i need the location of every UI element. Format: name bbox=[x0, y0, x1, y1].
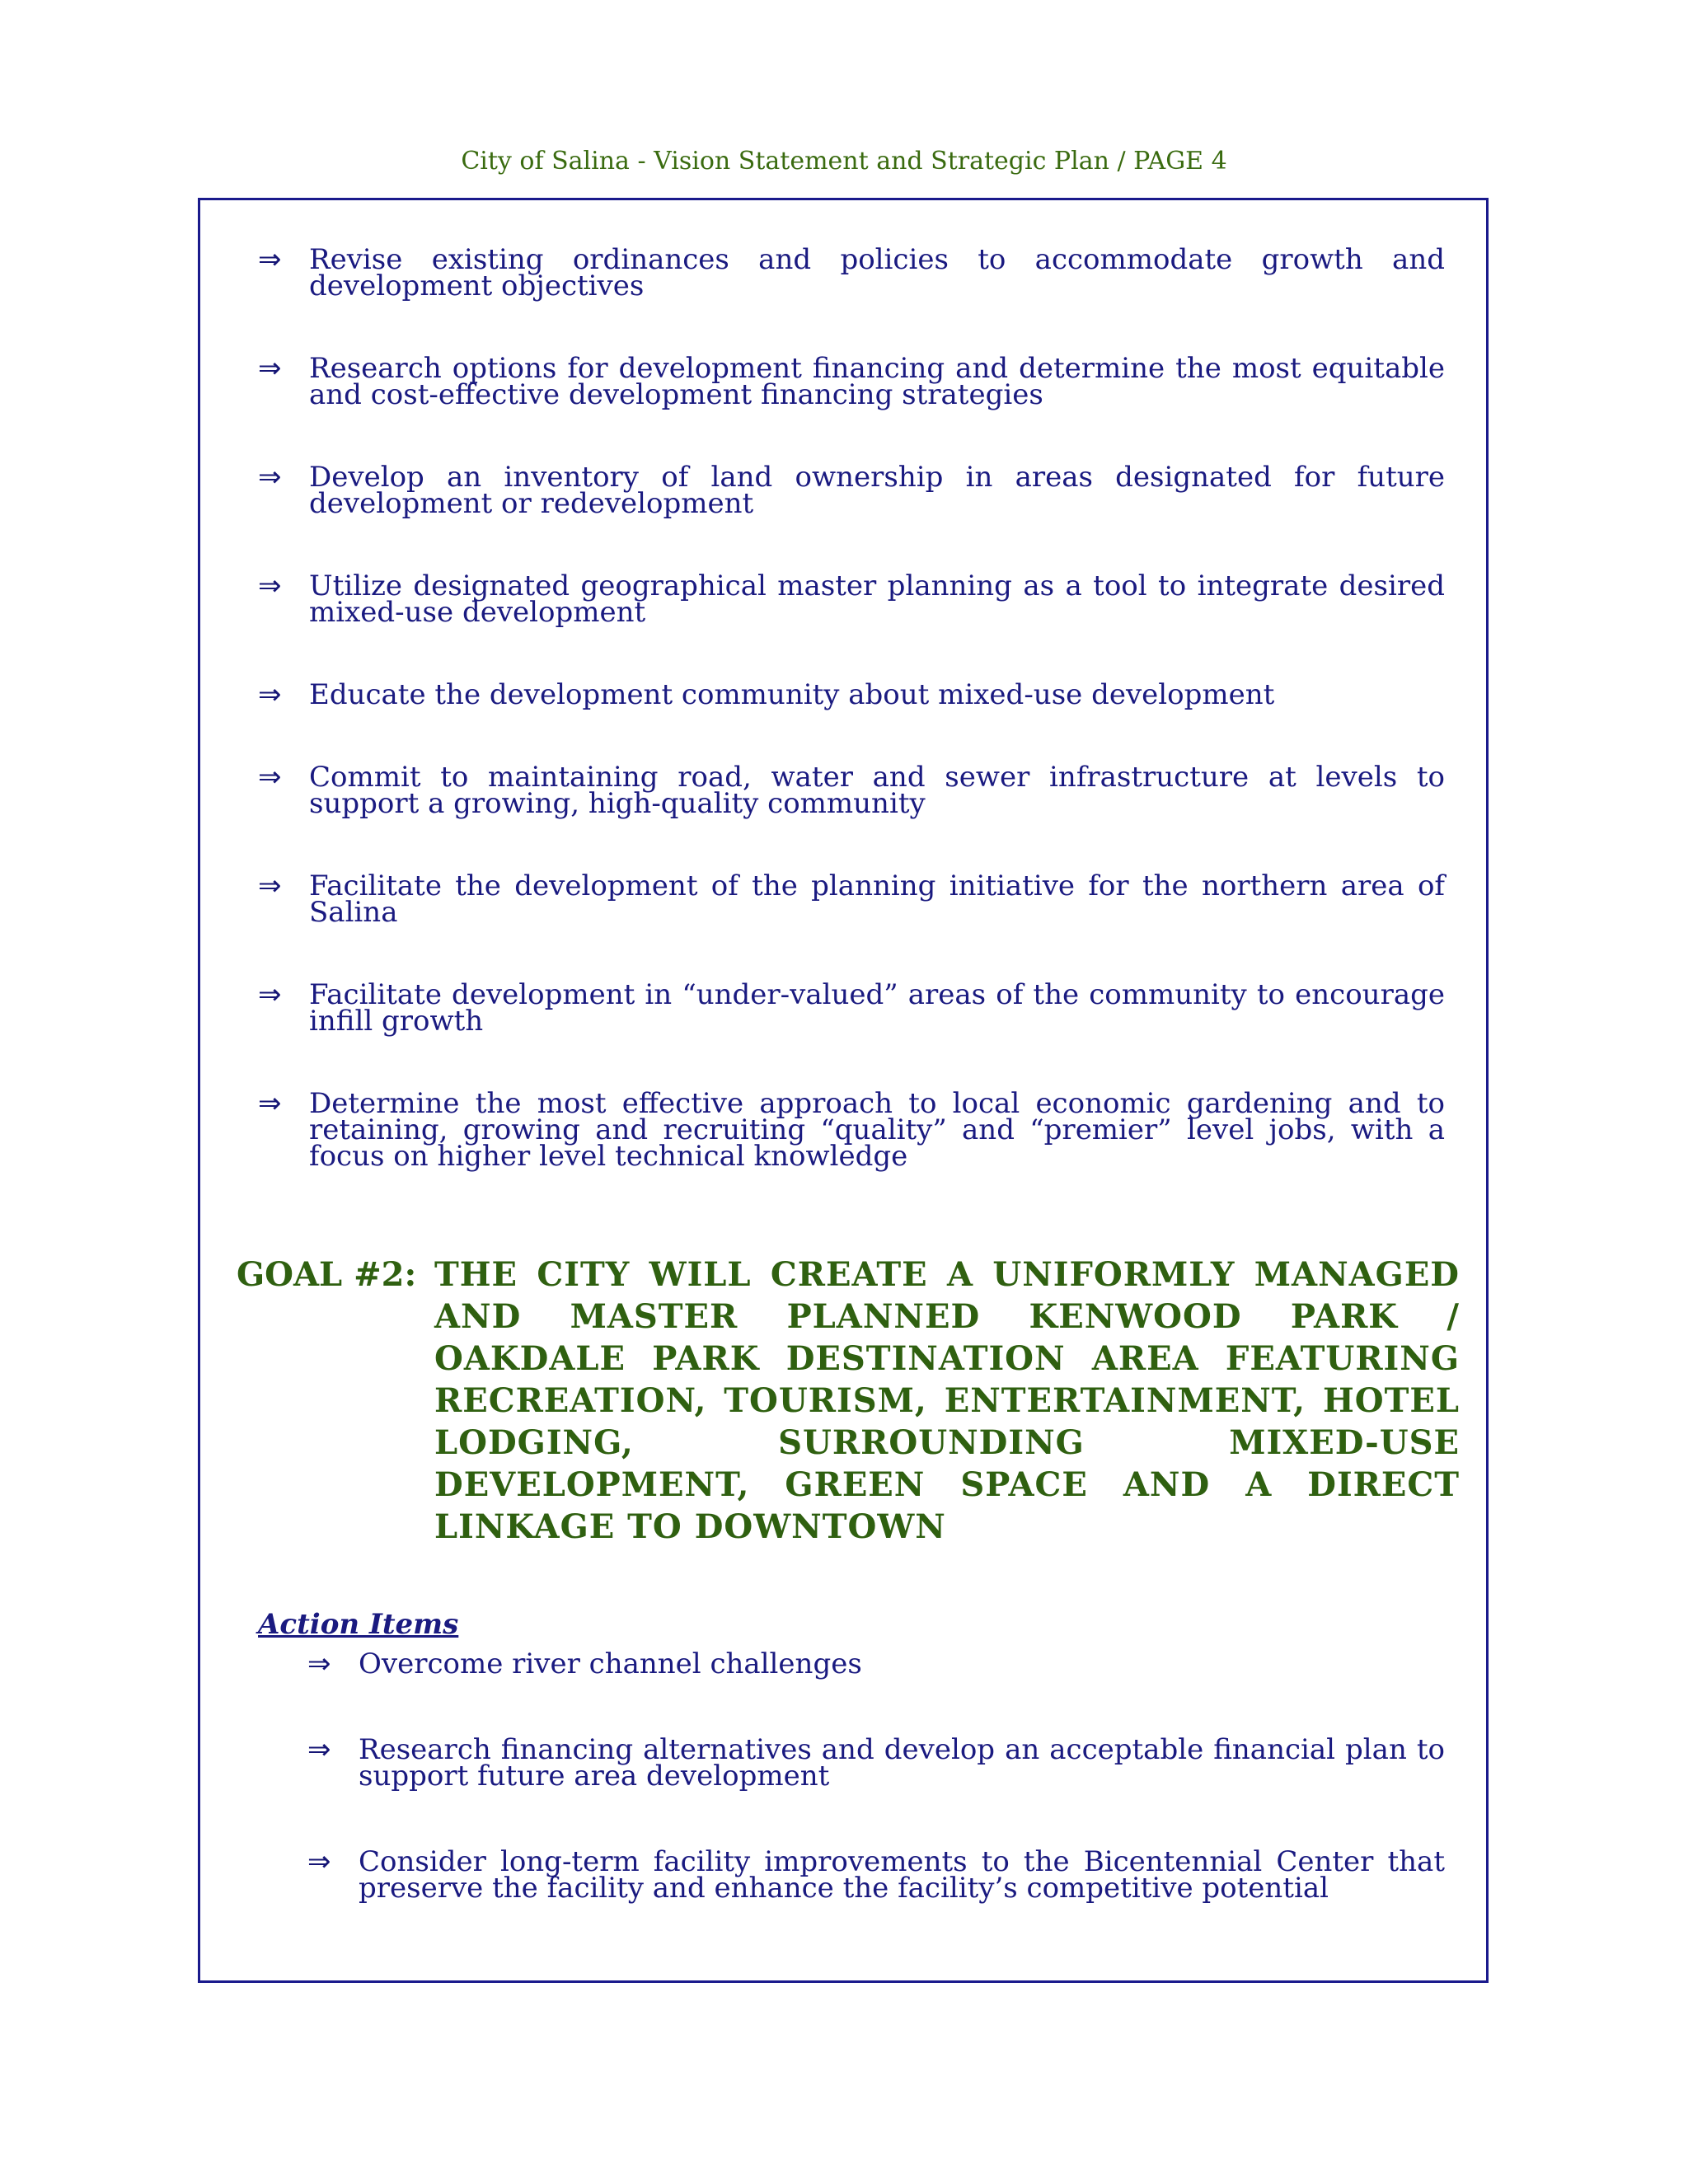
page-header: City of Salina - Vision Statement and Strategic Plan / PAGE 4 bbox=[461, 147, 1227, 176]
goal-text: THE CITY WILL CREATE A UNIFORMLY MANAGED AND MASTER PLANNED KENWOOD PARK / OAKDALE PARK DESTINATION AREA FEATURING RECREATION, TOURISM, ENTERTAINMENT, HOTEL LODGING, SURROUNDING MIXED-USE DEVELOPMENT, GREEN SPACE AND A DIRECT LINKAGE TO DOWNTOWN bbox=[434, 1255, 1460, 1546]
arrow-icon: ⇒ bbox=[258, 761, 282, 794]
action-items-list bbox=[307, 1647, 1445, 1961]
list-item bbox=[258, 761, 1445, 820]
list-item-text: Utilize designated geographical master planning as a tool to integrate desired mixed-use development bbox=[309, 569, 1445, 629]
goal-label: GOAL #2: bbox=[237, 1255, 417, 1294]
list-item bbox=[258, 569, 1445, 629]
arrow-icon: ⇒ bbox=[258, 243, 282, 276]
list-item bbox=[307, 1733, 1445, 1793]
list-item bbox=[258, 243, 1445, 302]
list-item-text: Facilitate development in “under-valued” areas of the community to encourage infill growth bbox=[309, 978, 1445, 1038]
arrow-icon: ⇒ bbox=[258, 461, 282, 494]
list-item-text: Determine the most effective approach to local economic gardening and to retaining, growing and recruiting “quality” and “premier” level jobs, with a focus on higher level technical knowledge bbox=[309, 1087, 1445, 1173]
list-item bbox=[258, 869, 1445, 929]
list-item bbox=[307, 1845, 1445, 1905]
list-item-text: Revise existing ordinances and policies to accommodate growth and development objectives bbox=[309, 243, 1445, 302]
list-item-text: Research financing alternatives and develop an acceptable financial plan to support future area development bbox=[359, 1733, 1445, 1793]
list-item-text: Educate the development community about mixed-use development bbox=[309, 678, 1275, 711]
action-items-heading: Action Items bbox=[258, 1608, 459, 1641]
bullet-list bbox=[258, 243, 1445, 1226]
list-item bbox=[258, 1087, 1445, 1173]
list-item bbox=[258, 352, 1445, 411]
arrow-icon: ⇒ bbox=[307, 1845, 331, 1878]
list-item-text: Develop an inventory of land ownership in areas designated for future development or redevelopment bbox=[309, 461, 1445, 520]
list-item-text: Consider long-term facility improvements to the Bicentennial Center that preserve the facility and enhance the facility’s competitive potential bbox=[359, 1845, 1445, 1905]
list-item bbox=[258, 678, 1445, 711]
arrow-icon: ⇒ bbox=[307, 1647, 331, 1680]
list-item-text: Facilitate the development of the planning initiative for the northern area of Salina bbox=[309, 869, 1445, 929]
arrow-icon: ⇒ bbox=[258, 978, 282, 1011]
arrow-icon: ⇒ bbox=[258, 1087, 282, 1120]
list-item-text: Commit to maintaining road, water and sewer infrastructure at levels to support a growing, high-quality community bbox=[309, 761, 1445, 820]
list-item bbox=[258, 461, 1445, 520]
list-item bbox=[258, 978, 1445, 1038]
content-frame bbox=[198, 198, 1489, 1983]
list-item bbox=[307, 1647, 1445, 1680]
arrow-icon: ⇒ bbox=[258, 569, 282, 602]
arrow-icon: ⇒ bbox=[307, 1733, 331, 1766]
arrow-icon: ⇒ bbox=[258, 869, 282, 902]
list-item-text: Research options for development financing and determine the most equitable and cost-effective development financing strategies bbox=[309, 352, 1445, 411]
list-item-text: Overcome river channel challenges bbox=[359, 1647, 862, 1680]
arrow-icon: ⇒ bbox=[258, 352, 282, 385]
arrow-icon: ⇒ bbox=[258, 678, 282, 711]
